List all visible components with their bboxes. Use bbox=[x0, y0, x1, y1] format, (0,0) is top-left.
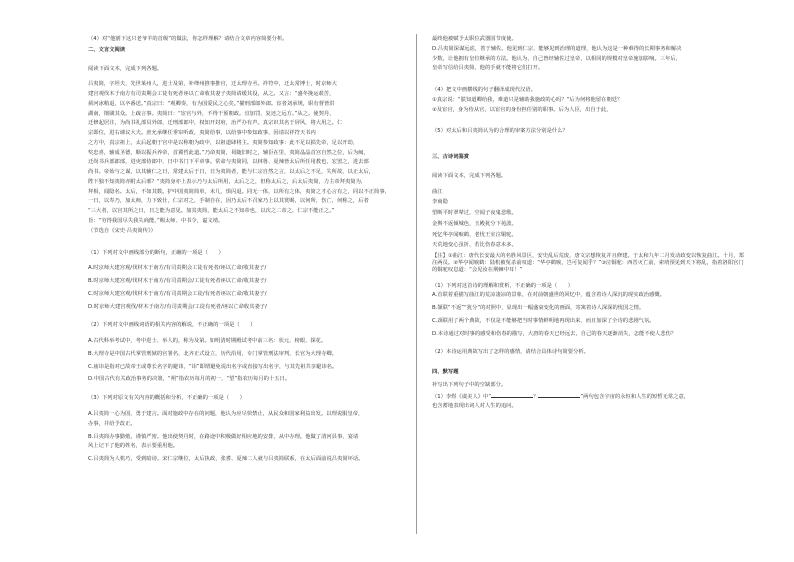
q1-option-d: D.时京师大建宫观伐/材木于南方/有司责期会/工徒有死者/诬以亡命收其妻子/ bbox=[88, 303, 267, 310]
passage-line: 须河冰稍退，以卒番送。”真宗曰：“观卿奏，有为国爱民之心矣。”擢刑部郎外郎。宦者刘承规，职有督皆洪 bbox=[88, 100, 335, 107]
fill-blank[interactable] bbox=[491, 392, 533, 398]
poem-title: 曲江 bbox=[432, 188, 443, 195]
q3-option-d: D.吕夷简深谋远虑，善于辅佐。他见到仁宗、能够见到治理的道理，他认为这是一种难得的长期事务和解决 bbox=[432, 45, 682, 52]
column-divider bbox=[416, 34, 417, 534]
q3-option-a-cont: 办事，并给予改正。 bbox=[88, 420, 136, 427]
fill-text: 也含蓄地表现出词人对人生的 bbox=[432, 403, 501, 410]
q3-option-b: B.吕夷简办事勤勉，谨慎严密。他出使契丹时，在路途中积极做好相应地的安排，从中办理。他做了清河县事，宴请 bbox=[88, 433, 359, 440]
q3-option-b-cont: 风上记下了他的姓名，表示要重用他。 bbox=[88, 443, 179, 450]
reading-instruction: 阅读下面文本，完成下列各题。 bbox=[88, 65, 163, 72]
fill-instruction: 补写出下列句子中的空缺部分。 bbox=[432, 381, 507, 388]
passage-line: 奖忠喜，辅成圣德，顺以振兵养帝，首冀哲此道。”乃命夷简，曷随旧时之，辅臣在里，夷简晶晶首宫自然之位，后为闽， bbox=[88, 149, 369, 156]
q3-option-c: C.吕夷简为人机巧，受到暗谤。宋仁宗继位，太后执政，张耆、夏辣二人就与吕夷简联系，在太后面前说吕夷简坏话。 bbox=[88, 456, 364, 463]
passage-line: “三大者，以宫其所之日，日之能为意见。加其夷简，能太后之不知帝也，以次之二帝之，仁宗不能正之。” bbox=[88, 208, 335, 215]
poem-annotation: 【注】①曲江：唐代长安最大的名胜风景区，安史乱后荒废，唐文宗想恢复并且修建。于太和九年二月发动政变以恢复曲江。十月，郑注两员。②华亭闻唳鹤：陆机被冤杀前叹道：“华亭鹤唳，岂可复闻乎？”③泣铜驼：西晋灭亡前，索靖预见到天下将乱，指着洛阳宫门的铜驼叹息道：“会见汝在荆棘中耳！” bbox=[432, 253, 744, 273]
q3-option-d-cont: 皇帝写信给吕夷简，他的手就不能将它们打开。 bbox=[432, 65, 544, 72]
passage-line: 拜相，闻隐名。太后，不如其数。护中国夷简简单，未几，惧闪退。同无一体，以所有之体，夷简之才心言有之，同以不正简事， bbox=[88, 188, 390, 195]
q4-item-1: ①真宗说：“朕知道卿给我，难道只是辅助我施政的心吗？”后为何将他留在朝廷？ bbox=[432, 96, 623, 103]
p1-option-d: D.本诗通过对时事的感受和伤春的描写，大唐的春天已经远去，自己的春天逐渐消失，怎能不使人悲伤？ bbox=[432, 330, 677, 337]
fill-question-1 bbox=[432, 392, 744, 401]
p1-option-c: C.颈联用了两个典故，不仅是不能够把当时事情鲜明地再现出来，而且加深了全诗的悲剧气氛。 bbox=[432, 317, 655, 324]
poem-line: 望断平时翠辇过，空闻子夜鬼悲歌。 bbox=[432, 210, 517, 217]
q2-option-a: A.古代科举考试中，考中进士、举人的，称为及第。如明清时期殿试考中前三名：状元、榜眼、探花。 bbox=[88, 338, 327, 345]
poetry-question-1-stem: （1）下列对这首诗的理解和赏析，不正确的一项是（ ） bbox=[432, 282, 574, 289]
section-title-classical-chinese: 二、文言文阅读 bbox=[88, 46, 126, 53]
poem-instruction: 阅读下面文本，完成下列各题。 bbox=[432, 172, 507, 179]
q2-option-d: D.中国古代有关政治事务的决策，“朔”指农历每月的初一，“望”指农历每月的十五日。 bbox=[88, 376, 291, 383]
q1-option-a: A.时京师大建宫观/伐材木于南方/有司责期会工徒有死者/诬以亡命/收其妻子/ bbox=[88, 265, 267, 272]
q3-option-d-cont: 少数，让他拥有皇位继承的方法。他认为，自己曾经辅佐过皇帝，以相同的规模对皇帝施加影响。三年后， bbox=[432, 55, 681, 62]
fill-text: ？ bbox=[533, 393, 539, 400]
passage-line: 旨：“穷得我国尽失我失商能，”赐太师、中书令，谥文靖。 bbox=[88, 218, 224, 225]
q1-option-c: C.时京师大建宫观/伐材木于南方/有司责期会工徒/有死者诬以亡命/收其妻子/ bbox=[88, 290, 267, 297]
poem-line: 金舆不返倾城色，玉殿犹分下苑波。 bbox=[432, 220, 517, 227]
fill-question-1-cont bbox=[432, 403, 744, 410]
q2-option-b: B.大理寺是中国古代掌管刑狱的官署名，北齐正式设立，历代沿用，专门掌管刑法审判，长官为大理寺卿。 bbox=[88, 350, 337, 357]
passage-line: 一日，以寿乃，加太师，力下致仕，仁宗对之，手制自在，因乃太后不召家乃上以其赏赐，以何所，伤亡，何称之，后者 bbox=[88, 198, 369, 205]
poem-author: 李商隐 bbox=[432, 199, 448, 206]
passage-line: 尚书。帝始与之谋，以其辅仁之日，常建太后于日，日为夷简者，能与仁宗自然之言，以太后之不足，失所故，以正太后， bbox=[88, 169, 375, 176]
section-title-poetry: 三、古诗词鉴赏 bbox=[432, 154, 470, 161]
passage-line: 陛下独不知夷简亦附太后邪？”夷简身亦上表示乃与太后所用，太后之之，但称太后之，后太后夷简，力主帝拜夷简为, bbox=[88, 178, 363, 185]
question-1-stem: （1）下列对文中画线部分的断句，正确的一项是（ ） bbox=[88, 249, 224, 256]
modern-reading-question-4: （4）对“他割下这只老爷羊的首级”的做法，你怎样理解？请结合文章内容简要分析。 bbox=[88, 36, 288, 42]
right-column bbox=[432, 36, 744, 413]
passage-line: 湖南，擅刷其众。上疏言事。夷简曰：“宦官与外，不得干预朝政。宜加罚，复还之远方。”从之。使契丹， bbox=[88, 110, 335, 117]
section-title-dictation: 四、默写题 bbox=[432, 369, 459, 376]
question-4-stem: （4）把文中画横线的句子翻译成现代汉语。 bbox=[432, 87, 537, 94]
q2-option-c: C.庙讳是指对已故帝王或尊长名字的避讳，“讳”即谓避免说出名字或直接写出名字，与其先祖共享避讳名。 bbox=[88, 363, 338, 370]
question-5-stem: （5）对太后和吕夷简认为的合理的审案方法分别是什么？ bbox=[432, 128, 568, 135]
fill-text: ”两句包含宇宙的永恒和人生的短暂无常之意， bbox=[580, 393, 690, 400]
q3-option-c-cont: 最终他被赋予太职位武器国节度使。 bbox=[432, 36, 517, 42]
poetry-question-2-stem: （2）本诗运用典故写出了怎样的感情，请结合具体诗句简要分析。 bbox=[432, 349, 589, 356]
poem-line: 天荒地变心虽折，若比伤春意未多。 bbox=[432, 242, 517, 249]
poem-line: 死忆华亭闻唳鹤，老忧王室泣铜驼。 bbox=[432, 231, 517, 238]
q4-item-2: ②及宦官，身为侍从官，以宦官的身份担任别的职事。后为人臣，出自于此， bbox=[432, 106, 612, 113]
classical-passage bbox=[88, 81, 401, 224]
passage-line: 之方中，真宗祖上，太后起朝于宫中是以称朝为政中，以祖道肆将主。夷简参知政事：此不足以损先帝，足以开劫， bbox=[88, 139, 359, 146]
p1-option-a: A.首联着重描写曲江的荒凉凄凉的景象，在对前朝盛世的回忆中，蕴含着诗人深沉的现实政治感慨。 bbox=[432, 292, 665, 299]
question-2-stem: （2）下列对文中画线词语的相关内容的解说，不正确的一项是（ ） bbox=[88, 322, 256, 329]
passage-line: 吕夷简，字坦夫，先世莱州人，进士及第，补绛州推事推官，迁太理寺丞。祥符中，迁太常博士，时京师大 bbox=[88, 81, 337, 88]
q3-option-a: A.吕夷简一心为国，勇于建言。面对施政中存在的问题，他认为应尽快禁止，从民众和国家利益出发。以理说服皇帝， bbox=[88, 410, 364, 417]
left-column bbox=[88, 36, 401, 466]
passage-line: 迁修起居注，为尚书礼部员外郎，迁刑部郎中，权知开封府，治严办有声。真宗识其名于屏风，将大用之。仁 bbox=[88, 120, 343, 127]
fill-blank[interactable] bbox=[538, 392, 580, 398]
source-note: （节选自《宋史·吕夷简传》） bbox=[88, 227, 156, 234]
p1-option-b: B.颔联“不返”“犹分”的对照中，显现出一幅盛衰变化的画面，寄寓着诗人深深的忧国之情。 bbox=[432, 305, 645, 312]
q1-option-b: B.时京师大建宫观/伐材木于南方/有司责期会/工徒有死者诬以亡命/收其妻子/ bbox=[88, 278, 267, 285]
passage-line: 迁尚书兵部郎部，进吏部侍郎中，日中书门下平章事。常命与夷简同，以林鲁、夏辣皆太后所任用教也，宏罢之，进去部 bbox=[88, 159, 369, 166]
passage-line: 宗即位，进右谏议大夫。庶允承继任垂帘听政，夷简给事，以给事中参知政事，因请以祥符天书内 bbox=[88, 130, 316, 137]
question-3-stem: （3）下列对原文有关内容的概括和分析，不正确的一项是（ ） bbox=[88, 395, 245, 402]
passage-line: 建宫观伐木于南方有司责期会工徒有死者诬以亡命收其妻子夷简请缓其役，从之。又言：“盛冬挽运艰苦， bbox=[88, 91, 335, 98]
fill-text: （1）李煜《虞美人》中“ bbox=[432, 393, 492, 400]
fill-text: 追问。 bbox=[500, 403, 517, 410]
